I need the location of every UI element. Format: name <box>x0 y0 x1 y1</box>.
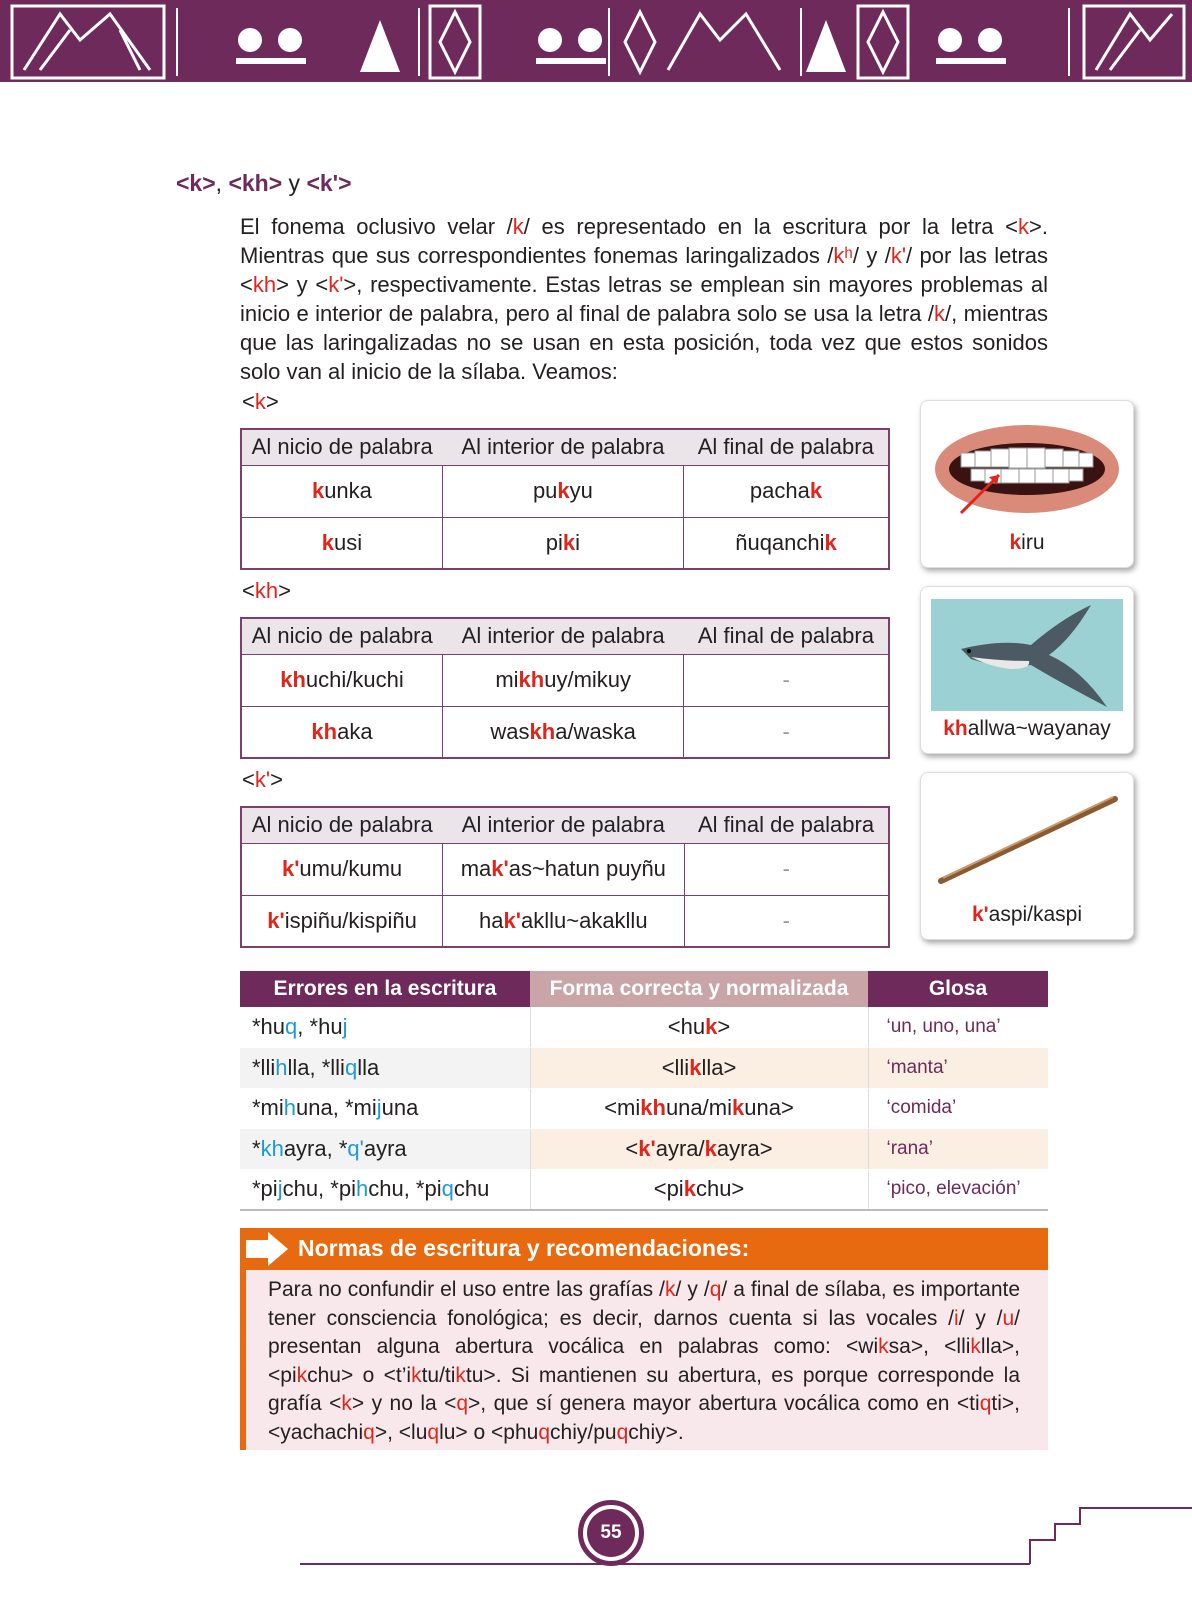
table-cell: khuchi/kuchi <box>241 654 442 706</box>
table-kq-label: <k'> <box>242 767 283 792</box>
table-kh-label: <kh> <box>242 578 291 603</box>
table-row <box>241 843 889 895</box>
intro-paragraph: El fonema oclusivo velar /k/ es representado en la escritura por la letra <k>. Mientras que sus correspondientes fonemas laringalizados /kʰ/ y /k'/ por las letras <kh> y <k'>, respectivamente. Estas letras se emplean sin mayores problemas al inicio e interior de palabra, pero al final de palabra solo se usa la letra /k/, mientras que las laringalizadas no se usan en esta posición, toda vez que estos sonidos solo van al inicio de la sílaba. Veamos: <box>240 214 1049 384</box>
correct-form: <lliklla> <box>530 1048 868 1089</box>
picture-caption: k'aspi/kaspi <box>971 903 1083 926</box>
errors-header: Errores en la escritura <box>240 971 530 1007</box>
correct-form: <k'ayra/kayra> <box>530 1129 868 1170</box>
table-cell: ñuqanchik <box>684 517 890 569</box>
picture-card-kiru <box>920 400 1134 568</box>
picture-card-khallwa <box>920 586 1134 754</box>
normas-body <box>240 1270 1048 1450</box>
wrong-form: *pijchu, *pihchu, *piqchu <box>240 1169 530 1210</box>
correct-form: <huk> <box>530 1007 868 1048</box>
column-header: Al final de palabra <box>684 618 889 654</box>
picture-card-kaspi <box>920 772 1134 940</box>
table-row <box>241 517 889 569</box>
table-row <box>240 1088 1048 1129</box>
table-cell: hak'akllu~akakllu <box>443 895 684 947</box>
gloss: ‘manta’ <box>868 1048 1048 1089</box>
wrong-form: *khayra, *q'ayra <box>240 1129 530 1170</box>
table-cell: mikhuy/mikuy <box>442 654 683 706</box>
table-cell: pukyu <box>442 465 683 517</box>
errors-table <box>240 971 1048 1211</box>
table-cell: - <box>684 654 889 706</box>
table-cell: kusi <box>241 517 442 569</box>
wrong-form: *mihuna, *mijuna <box>240 1088 530 1129</box>
page-number-badge <box>578 1500 644 1566</box>
picture-caption: khallwa~wayanay <box>943 717 1111 740</box>
table-row <box>240 1129 1048 1170</box>
table-cell: waskha/waska <box>442 706 683 758</box>
stick-image <box>931 785 1123 897</box>
column-header: Al final de palabra <box>684 429 890 465</box>
table-cell: k'umu/kumu <box>241 843 443 895</box>
table-row <box>241 465 889 517</box>
table-cell: kunka <box>241 465 442 517</box>
table-cell: khaka <box>241 706 442 758</box>
table-row <box>241 654 889 706</box>
gloss-header: Glosa <box>868 971 1048 1007</box>
decorative-banner <box>0 0 1192 84</box>
correct-form: <mikhuna/mikuna> <box>530 1088 868 1129</box>
table-kh <box>240 617 890 759</box>
column-header: Al interior de palabra <box>442 429 683 465</box>
table-k <box>240 428 890 570</box>
picture-caption: kiru <box>1009 531 1045 554</box>
table-cell: piki <box>442 517 683 569</box>
section-heading: <k>, <kh> y <k'> <box>176 170 352 196</box>
column-header: Al final de palabra <box>684 807 889 843</box>
wrong-form: *huq, *huj <box>240 1007 530 1048</box>
table-cell: - <box>684 706 889 758</box>
table-row <box>241 706 889 758</box>
table-cell: mak'as~hatun puyñu <box>443 843 684 895</box>
table-row <box>240 1169 1048 1210</box>
column-header: Al nicio de palabra <box>241 429 442 465</box>
table-cell: - <box>684 843 889 895</box>
table-row <box>240 1048 1048 1089</box>
textile-pattern-icon <box>0 0 1192 84</box>
normas-title: Normas de escritura y recomendaciones: <box>298 1235 750 1261</box>
column-header: Al nicio de palabra <box>241 807 443 843</box>
table-row <box>240 1007 1048 1048</box>
table-cell: k'ispiñu/kispiñu <box>241 895 443 947</box>
table-cell: pachak <box>684 465 890 517</box>
table-row <box>241 895 889 947</box>
arrow-right-icon <box>244 1230 290 1268</box>
wrong-form: *llihlla, *lliqlla <box>240 1048 530 1089</box>
table-cell: - <box>684 895 889 947</box>
normas-header <box>240 1228 1048 1270</box>
swallow-bird-image <box>931 599 1123 711</box>
column-header: Al interior de palabra <box>443 807 684 843</box>
correct-form: <pikchu> <box>530 1169 868 1210</box>
column-header: Al nicio de palabra <box>241 618 442 654</box>
correct-header: Forma correcta y normalizada <box>530 971 868 1007</box>
gloss: ‘pico, elevación’ <box>868 1169 1048 1210</box>
column-header: Al interior de palabra <box>442 618 683 654</box>
normas-text: Para no confundir el uso entre las grafías /k/ y /q/ a final de sílaba, es importante tener consciencia fonológica; es decir, darnos cuenta si las vocales /i/ y /u/ presentan alguna abertura vocálica en palabras como: <wiksa>, <lliklla>, <pikchu> o <t’iktu/tiktu>. Si mantienen su abertura, es porque corresponde la grafía <k> y no la <q>, que sí genera mayor abertura vocálica como en <tiqti>, <yachachiq>, <luqlu> o <phuqchiy/puqchiy>. <box>268 1278 1021 1444</box>
table-kq <box>240 806 890 948</box>
gloss: ‘rana’ <box>868 1129 1048 1170</box>
gloss: ‘comida’ <box>868 1088 1048 1129</box>
gloss: ‘un, uno, una’ <box>868 1007 1048 1048</box>
page-number: 55 <box>587 1509 635 1557</box>
table-k-label: <k> <box>242 389 279 414</box>
mouth-teeth-image <box>931 413 1123 525</box>
